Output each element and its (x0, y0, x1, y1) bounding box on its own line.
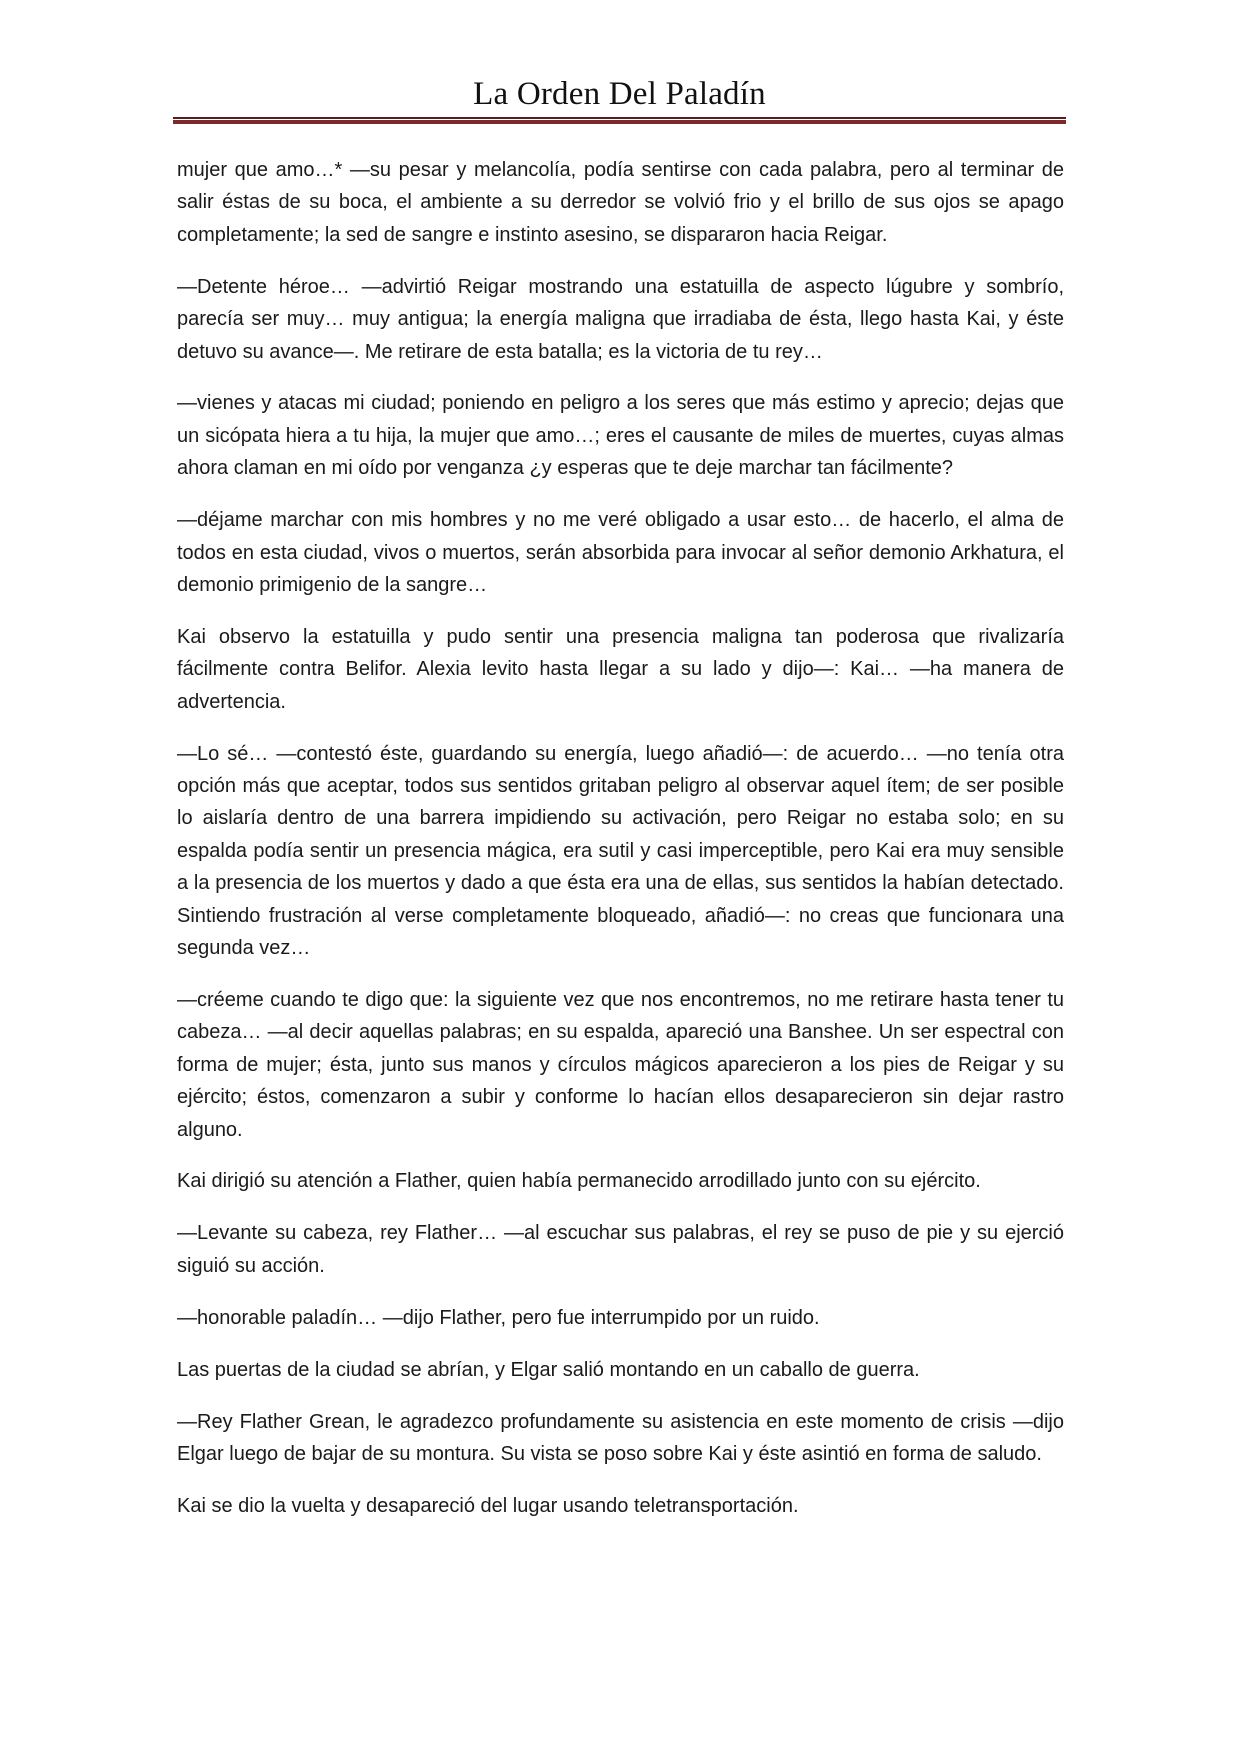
paragraph: —Rey Flather Grean, le agradezco profundamente su asistencia en este momento de crisis —dijo Elgar luego de bajar de su montura. Su vista se poso sobre Kai y éste asintió en forma de saludo. (177, 1410, 1064, 1465)
paragraph: —vienes y atacas mi ciudad; poniendo en peligro a los seres que más estimo y aprecio; dejas que un sicópata hiera a tu hija, la mujer que amo…; eres el causante de miles de muertes, cuyas almas ahora claman en mi oído por venganza ¿y esperas que te deje marchar tan fácilmente? (177, 392, 1064, 480)
paragraph: —honorable paladín… —dijo Flather, pero fue interrumpido por un ruido. (177, 1306, 820, 1329)
paragraph: mujer que amo…* —su pesar y melancolía, podía sentirse con cada palabra, pero al terminar de salir éstas de su boca, el ambiente a su derredor se volvió frio y el brillo de sus ojos se apago completamente; la sed de sangre e instinto asesino, se dispararon hacia Reigar. (177, 159, 1064, 246)
body-text (177, 154, 1064, 1542)
paragraph: —Lo sé… —contestó éste, guardando su energía, luego añadió—: de acuerdo… —no tenía otra opción más que aceptar, todos sus sentidos gritaban peligro al observar aquel ítem; de ser posible lo aislaría dentro de una barrera impidiendo su activación, pero Reigar no estaba solo; en su espalda podía sentir un presencia mágica, era sutil y casi imperceptible, pero Kai era muy sensible a la presencia de los muertos y dado a que ésta era una de ellas, sus sentidos la habían detectado. Sintiendo frustración al verse completamente bloqueado, añadió—: no creas que funcionara una segunda vez… (177, 742, 1064, 960)
page-title: La Orden Del Paladín (473, 76, 766, 112)
header-divider-thick-line (173, 120, 1066, 124)
paragraph: Las puertas de la ciudad se abrían, y Elgar salió montando en un caballo de guerra. (177, 1358, 920, 1381)
paragraph: Kai dirigió su atención a Flather, quien había permanecido arrodillado junto con su ejército. (177, 1170, 981, 1193)
header-divider (173, 117, 1066, 124)
paragraph: Kai observo la estatuilla y pudo sentir una presencia maligna tan poderosa que rivalizaría fácilmente contra Belifor. Alexia levito hasta llegar a su lado y dijo—: Kai… —ha manera de advertencia. (177, 625, 1064, 713)
paragraph: Kai se dio la vuelta y desapareció del lugar usando teletransportación. (177, 1494, 799, 1517)
paragraph: —Levante su cabeza, rey Flather… —al escuchar sus palabras, el rey se puso de pie y su ejerció siguió su acción. (177, 1222, 1064, 1277)
paragraph: —déjame marchar con mis hombres y no me veré obligado a usar esto… de hacerlo, el alma de todos en esta ciudad, vivos o muertos, serán absorbida para invocar al señor demonio Arkhatura, el demonio primigenio de la sangre… (177, 509, 1064, 596)
header-divider-thin-line (173, 117, 1066, 119)
page-header (173, 72, 1066, 116)
paragraph: —Detente héroe… —advirtió Reigar mostrando una estatuilla de aspecto lúgubre y sombrío, parecía ser muy… muy antigua; la energía maligna que irradiaba de ésta, llego hasta Kai, y éste detuvo su avance—. Me retirare de esta batalla; es la victoria de tu rey… (177, 275, 1064, 363)
paragraph: —créeme cuando te digo que: la siguiente vez que nos encontremos, no me retirare hasta tener tu cabeza… —al decir aquellas palabras; en su espalda, apareció una Banshee. Un ser espectral con forma de mujer; ésta, junto sus manos y círculos mágicos aparecieron a los pies de Reigar y su ejército; éstos, comenzaron a subir y conforme lo hacían ellos desaparecieron sin dejar rastro alguno. (177, 988, 1064, 1141)
